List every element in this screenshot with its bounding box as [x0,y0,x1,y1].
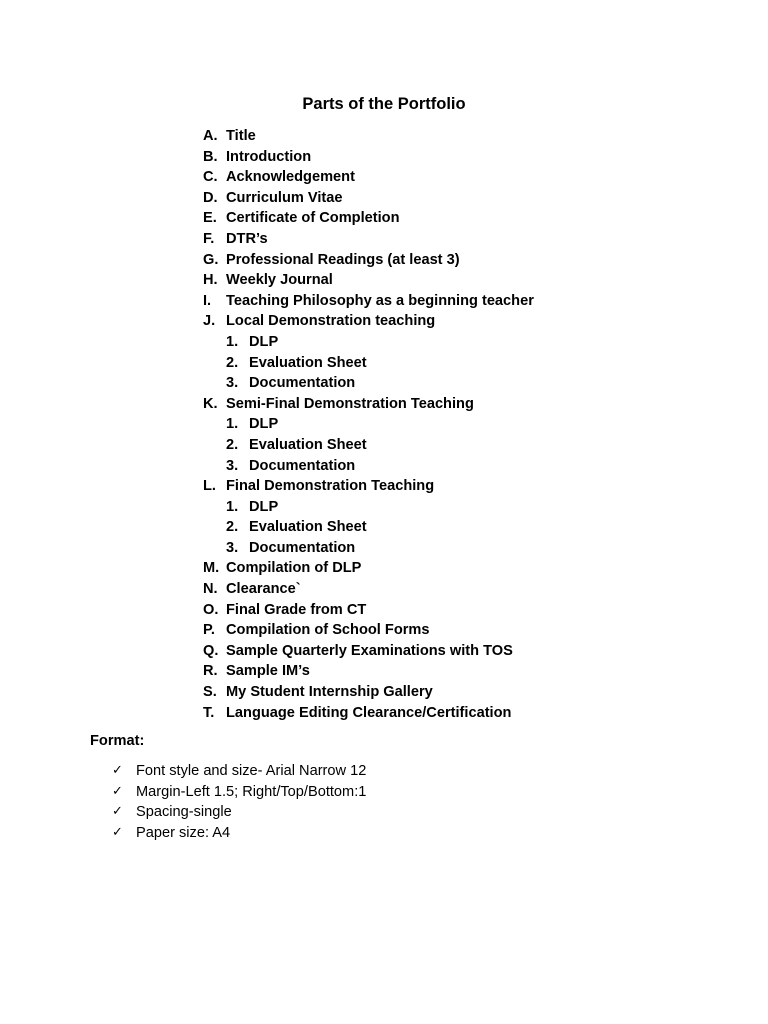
list-item [0,208,768,229]
sub-list-item [0,332,768,353]
list-marker: O. [203,601,219,618]
list-item-label: Final Grade from CT [226,601,367,618]
list-item-label: Evaluation Sheet [249,519,367,536]
list-item-label: Local Demonstration teaching [226,313,436,330]
format-item [0,782,768,803]
list-marker: J. [203,313,216,330]
list-marker: 3. [226,457,239,474]
list-marker: D. [203,189,218,206]
list-item-label: Title [226,128,256,144]
list-marker: F. [203,230,215,247]
list-item-label: DTR’s [226,230,268,247]
list-marker: 3. [226,539,239,556]
list-item [0,579,768,600]
sub-list-item [0,373,768,394]
format-item-label: Spacing-single [136,804,232,821]
list-marker: P. [203,622,215,639]
sub-list-item [0,456,768,477]
format-list [0,761,768,843]
format-item [0,761,768,782]
list-item-label: Sample Quarterly Examinations with TOS [226,642,513,659]
list-marker: M. [203,560,220,577]
list-marker: R. [203,663,218,680]
format-item-label: Paper size: A4 [136,824,231,841]
list-item-label: Documentation [249,375,356,392]
list-item-label: Sample IM’s [226,663,310,680]
list-marker: 3. [226,375,239,392]
list-item-label: Weekly Journal [226,272,333,289]
list-item-label: Final Demonstration Teaching [226,478,435,495]
list-item [0,291,768,312]
list-item-label: DLP [249,333,279,350]
list-marker: Q. [203,642,219,659]
list-item-label: Language Editing Clearance/Certification [226,704,512,721]
list-item [0,167,768,188]
list-item-label: Evaluation Sheet [249,354,367,371]
list-item-label: My Student Internship Gallery [226,684,433,701]
list-item-label: Certificate of Completion [226,210,400,227]
list-item-label: Introduction [226,148,312,165]
list-item [0,641,768,662]
sub-list-item [0,414,768,435]
page-title: Parts of the Portfolio [302,95,466,113]
portfolio-parts-list [0,126,768,723]
list-item [0,476,768,497]
list-item-label: Clearance` [226,581,301,598]
list-marker: I. [203,292,212,309]
list-item [0,703,768,724]
format-item [0,802,768,823]
checkmark-icon: ✓ [112,824,123,840]
format-heading: Format: [90,733,145,749]
list-marker: 1. [226,416,239,433]
list-item-label: Teaching Philosophy as a beginning teacher [226,292,534,309]
list-marker: S. [203,684,217,701]
format-item-label: Font style and size- Arial Narrow 12 [136,763,367,779]
list-marker: 2. [226,354,239,371]
sub-list-item [0,435,768,456]
list-item-label: Professional Readings (at least 3) [226,251,460,268]
checkmark-icon: ✓ [112,763,123,778]
list-item [0,270,768,291]
list-item-label: Compilation of School Forms [226,622,430,639]
list-item [0,126,768,147]
sub-list-item [0,353,768,374]
list-marker: T. [203,704,215,721]
format-item [0,823,768,844]
sub-list-item [0,517,768,538]
list-marker: B. [203,148,218,165]
list-item-label: Acknowledgement [226,169,355,186]
list-marker: K. [203,395,218,412]
list-marker: G. [203,251,219,268]
format-item-label: Margin-Left 1.5; Right/Top/Bottom:1 [136,783,367,800]
list-item-label: Documentation [249,539,356,556]
list-item [0,620,768,641]
list-item [0,558,768,579]
list-marker: E. [203,210,217,227]
list-item-label: DLP [249,416,279,433]
list-marker: C. [203,169,218,186]
list-item-label: Documentation [249,457,356,474]
list-item-label: Semi-Final Demonstration Teaching [226,395,474,412]
list-item-label: Evaluation Sheet [249,436,367,453]
list-item [0,188,768,209]
list-item [0,682,768,703]
list-item-label: Compilation of DLP [226,560,362,577]
checkmark-icon: ✓ [112,783,123,799]
list-marker: N. [203,581,218,598]
sub-list-item [0,538,768,559]
list-item [0,311,768,332]
list-marker: 2. [226,519,239,536]
list-marker: 1. [226,498,239,515]
list-marker: L. [203,478,216,495]
list-marker: 2. [226,436,239,453]
list-marker: 1. [226,333,239,350]
list-item-label: DLP [249,498,279,515]
list-item [0,661,768,682]
list-item [0,394,768,415]
checkmark-icon: ✓ [112,804,123,820]
list-marker: A. [203,128,218,144]
list-item [0,229,768,250]
list-item [0,250,768,271]
list-item [0,147,768,168]
sub-list-item [0,497,768,518]
list-item-label: Curriculum Vitae [226,189,343,206]
list-item [0,600,768,621]
list-marker: H. [203,272,218,289]
